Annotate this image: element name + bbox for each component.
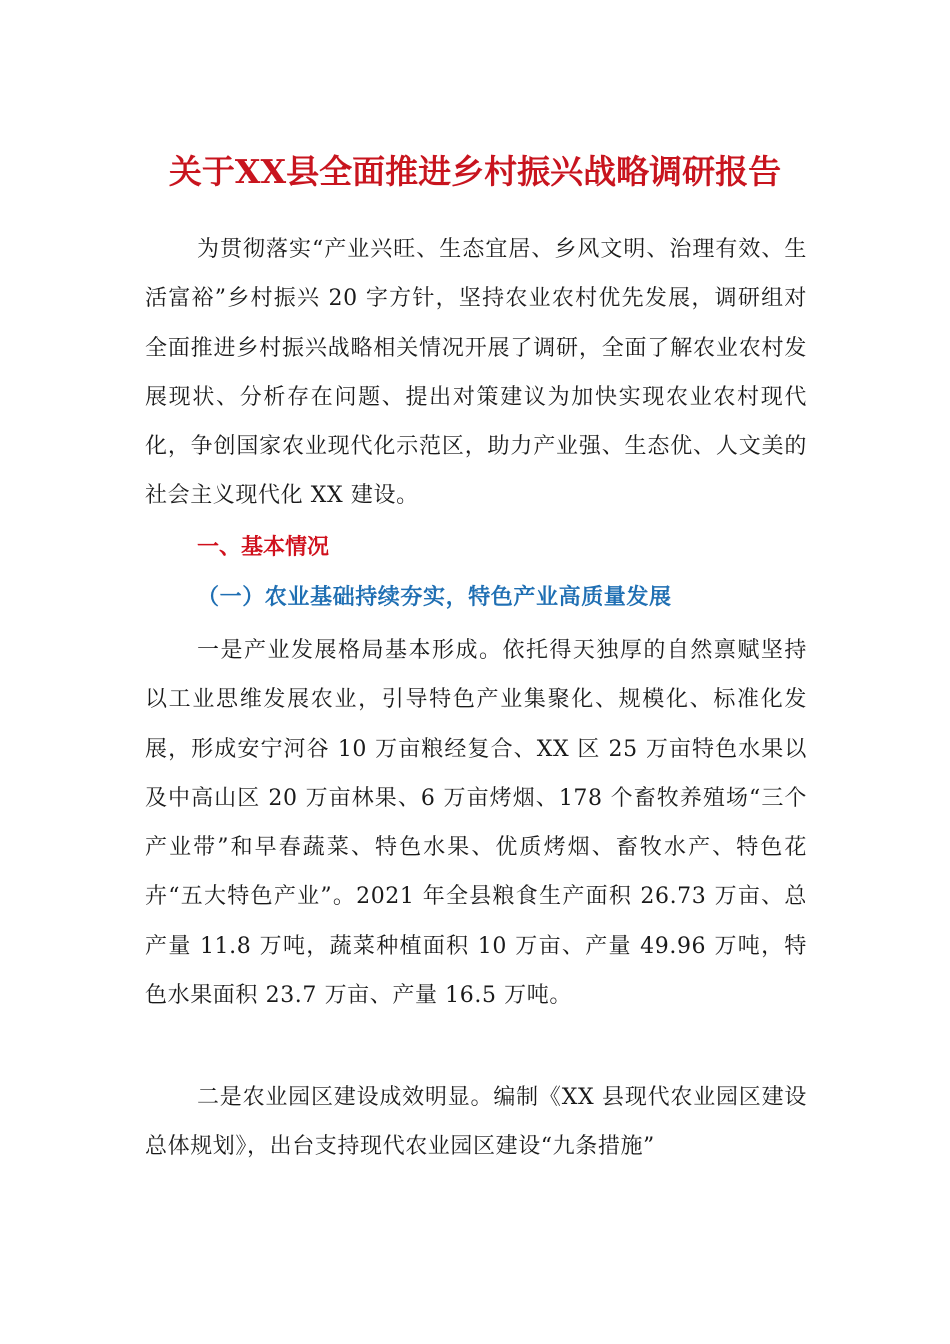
body-paragraph-1: 一是产业发展格局基本形成。依托得天独厚的自然禀赋坚持以工业思维发展农业，引导特色产业集聚化、规模化、标准化发展，形成安宁河谷 10 万亩粮经复合、XX 区 25 万亩特色水果以及中高山区 20 万亩林果、6 万亩烤烟、178 个畜牧养殖场“三个产业带”和早春蔬菜、特色水果、优质烤烟、畜牧水产、特色花卉“五大特色产业”。2021 年全县粮食生产面积 26.73 万亩、总产量 11.8 万吨，蔬菜种植面积 10 万亩、产量 49.96 万吨，特色水果面积 23.7 万亩、产量 16.5 万吨。 [145,638,807,1009]
subsection-heading: （一）农业基础持续夯实，特色产业高质量发展 [197,584,672,610]
intro-paragraph: 为贯彻落实“产业兴旺、生态宜居、乡风文明、治理有效、生活富裕”乡村振兴 20 字方针，坚持农业农村优先发展，调研组对全面推进乡村振兴战略相关情况开展了调研，全面了解农业农村发展现状、分析存在问题、提出对策建议为加快实现农业农村现代化，争创国家农业现代化示范区，助力产业强、生态优、人文美的社会主义现代化 XX 建设。 [145,237,807,509]
section-heading: 一、基本情况 [197,535,330,560]
body-paragraph-2: 二是农业园区建设成效明显。编制《XX 县现代农业园区建设总体规划》，出台支持现代农业园区建设“九条措施” [145,1085,807,1160]
document-title: 关于XX县全面推进乡村振兴战略调研报告 [168,152,782,191]
